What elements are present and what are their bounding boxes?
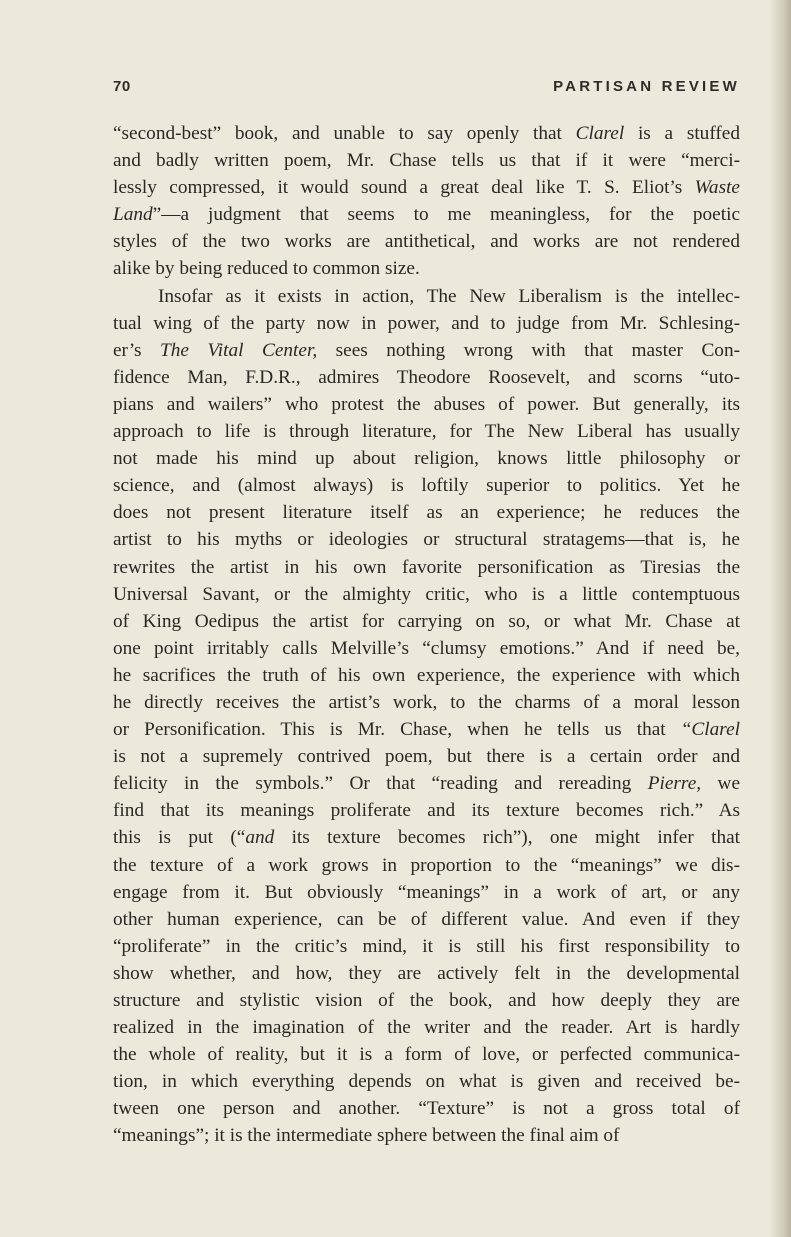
italic-title: Waste (694, 177, 740, 199)
text-line: “meanings”; it is the intermediate sphere between the final aim of (113, 1125, 620, 1147)
text-line: Insofar as it exists in action, The New Liberalism is the intellec- (158, 285, 740, 307)
text-line: tual wing of the party now in power, and to judge from Mr. Schlesing- (113, 312, 740, 334)
page-edge-shadow (769, 0, 791, 1237)
text-line: rewrites the artist in his own favorite personification as Tiresias the (113, 556, 740, 578)
text-line: is not a supremely contrived poem, but there is a certain order and (113, 746, 740, 768)
text-line: er’s The Vital Center, sees nothing wrong with that master Con- (113, 339, 741, 361)
running-head (113, 78, 740, 100)
text-line: “second-best” book, and unable to say openly that Clarel is a stuffed (113, 123, 741, 144)
text-line: one point irritably calls Melville’s “clumsy emotions.” And if need be, (113, 637, 740, 659)
page-number: 70 (113, 78, 131, 95)
text-line: not made his mind up about religion, knows little philosophy or (113, 448, 740, 470)
text-line: artist to his myths or ideologies or structural stratagems—that is, he (113, 529, 740, 551)
text-line: realized in the imagination of the writer and the reader. Art is hardly (113, 1017, 740, 1039)
italic-title: “Clarel (680, 719, 740, 741)
text-line: he directly receives the artist’s work, to the charms of a moral lesson (113, 691, 740, 713)
text-line: or Personification. This is Mr. Chase, when he tells us that “Clarel (113, 719, 740, 741)
paragraph (113, 120, 740, 283)
text-line: of King Oedipus the artist for carrying on so, or what Mr. Chase at (113, 610, 740, 632)
italic-title: and (245, 827, 275, 849)
text-line: the whole of reality, but it is a form of love, or perfected communica- (113, 1044, 740, 1066)
text-line: approach to life is through literature, for The New Liberal has usually (113, 421, 740, 443)
body-text (113, 120, 740, 1150)
italic-title: Land (113, 204, 153, 226)
text-line: alike by being reduced to common size. (113, 258, 420, 280)
text-line: felicity in the symbols.” Or that “reading and rereading Pierre, we (113, 773, 740, 795)
paragraph (113, 283, 740, 1150)
text-line: fidence Man, F.D.R., admires Theodore Roosevelt, and scorns “uto- (113, 366, 740, 388)
text-line: science, and (almost always) is loftily superior to politics. Yet he (113, 475, 740, 497)
italic-title: The Vital Center, (160, 339, 318, 361)
text-line: structure and stylistic vision of the book, and how deeply they are (113, 990, 740, 1011)
text-line: find that its meanings proliferate and its texture becomes rich.” As (113, 800, 740, 822)
text-line: the texture of a work grows in proportion to the “meanings” we dis- (113, 854, 740, 876)
text-line: tween one person and another. “Texture” is not a gross total of (113, 1098, 740, 1120)
text-line: “proliferate” in the critic’s mind, it is still his first responsibility to (113, 935, 740, 957)
text-line: he sacrifices the truth of his own experience, the experience with which (113, 664, 740, 686)
text-line: Land”—a judgment that seems to me meaningless, for the poetic (113, 204, 740, 226)
journal-title: PARTISAN REVIEW (553, 78, 740, 95)
text-line: lessly compressed, it would sound a great deal like T. S. Eliot’s Waste (113, 177, 740, 199)
text-line: engage from it. But obviously “meanings” in a work of art, or any (113, 881, 740, 903)
text-line: and badly written poem, Mr. Chase tells us that if it were “merci- (113, 150, 740, 172)
italic-title: Clarel (575, 123, 625, 144)
text-line: this is put (“and its texture becomes rich”), one might infer that (113, 827, 741, 849)
text-line: show whether, and how, they are actively felt in the developmental (113, 962, 740, 984)
text-line: styles of the two works are antithetical, and works are not rendered (113, 231, 740, 253)
text-line: tion, in which everything depends on what is given and received be- (113, 1071, 740, 1093)
text-line: other human experience, can be of different value. And even if they (113, 908, 740, 930)
italic-title: Pierre, (647, 773, 702, 795)
text-line: does not present literature itself as an experience; he reduces the (113, 502, 740, 524)
text-line: Universal Savant, or the almighty critic, who is a little contemptuous (113, 583, 740, 605)
text-line: pians and wailers” who protest the abuses of power. But generally, its (113, 393, 740, 415)
